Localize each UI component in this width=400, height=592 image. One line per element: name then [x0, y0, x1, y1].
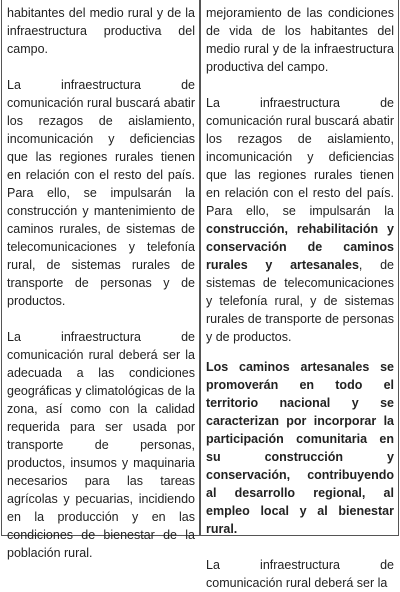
right-paragraph-4: La infraestructura de comunicación rural deberá ser la — [206, 558, 394, 590]
right-paragraph-2-bold: construcción, rehabilitación y conservación de caminos rurales y artesanales — [206, 222, 394, 272]
right-paragraph-3-bold: Los caminos artesanales se promoverán en todo el territorio nacional y se caracterizan por incorporar la participación comunitaria en su construcción y conservación, contribuyendo al desarrollo regional, al empleo local y al bienestar rural. — [206, 360, 394, 536]
right-paragraph-3 — [206, 358, 394, 538]
right-paragraph-1: mejoramiento de las condiciones de vida de los habitantes del medio rural y de la infraestructura productiva del campo. — [206, 6, 394, 74]
right-paragraph-2-end: , de sistemas de telecomunicaciones y telefonía rural, y de sistemas rurales de transporte de personas y de productos. — [206, 258, 394, 344]
right-paragraph-2 — [206, 94, 394, 346]
right-paragraph-2-start: La infraestructura de comunicación rural buscará abatir los rezagos de aislamiento, incomunicación y deficiencias que las regiones rurales tienen en relación con el resto del país. Para ello, se impulsarán la — [206, 96, 394, 218]
right-column — [201, 0, 399, 590]
left-paragraph-3: La infraestructura de comunicación rural deberá ser la adecuada a las condiciones geográficas y climatológicas de la zona, así como con la calidad requerida para ser usada por transporte de personas, productos, insumos y maquinaria necesarios para las tareas agrícolas y pecuarias, incidiendo en la producción y en las condiciones de bienestar de la población rural. — [7, 330, 195, 560]
left-column — [1, 0, 201, 560]
left-paragraph-2: La infraestructura de comunicación rural buscará abatir los rezagos de aislamiento, incomunicación y deficiencias que las regiones rurales tienen en relación con el resto del país. Para ello, se impulsarán la construcción y mantenimiento de caminos rurales, de sistemas de telecomunicaciones y telefonía rural, de sistemas rurales de transporte de personas y de productos. — [7, 78, 195, 308]
comparison-table — [1, 0, 399, 590]
left-paragraph-1: habitantes del medio rural y de la infraestructura productiva del campo. — [7, 6, 195, 56]
